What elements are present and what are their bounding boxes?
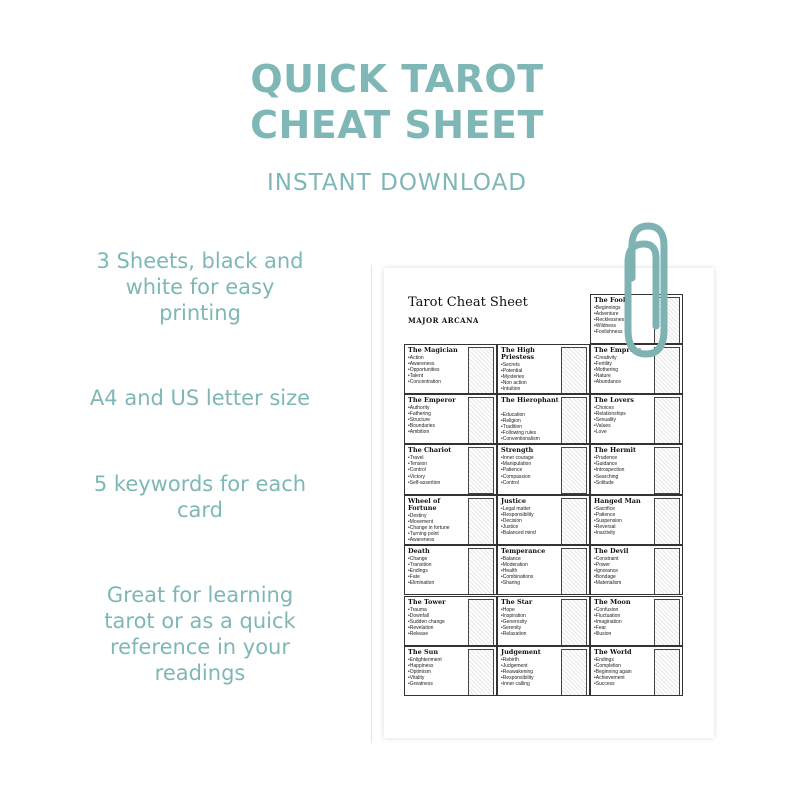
- card-name: The Hierophant: [501, 395, 559, 404]
- card-keyword: • Patience: [594, 512, 622, 518]
- card-keyword: • Release: [408, 631, 445, 637]
- card-name: Justice: [501, 496, 527, 505]
- card-keyword: • Control: [501, 480, 534, 486]
- card-keyword: • Moderation: [501, 562, 533, 568]
- card-keyword: • Searching: [594, 474, 624, 480]
- tarot-card-illustration: [468, 347, 494, 394]
- keyword-list: [501, 455, 534, 485]
- card-keyword: • Introspection: [594, 467, 624, 473]
- card-keyword: • Reawakening: [501, 669, 534, 675]
- tarot-card-illustration: [468, 649, 494, 696]
- card-keyword: • Religion: [501, 418, 540, 424]
- card-keyword: • Mysteries: [501, 374, 527, 380]
- tarot-card-illustration: [654, 498, 680, 545]
- card-keyword: • Generosity: [501, 619, 527, 625]
- tarot-card-entry: [404, 646, 497, 696]
- feature-line: tarot or as a quick: [104, 609, 296, 633]
- card-keyword: • Solitude: [594, 480, 624, 486]
- card-keyword: • Fluctuation: [594, 613, 622, 619]
- tarot-card-illustration: [561, 498, 587, 545]
- keyword-list: [501, 506, 536, 536]
- card-keyword: • Intuition: [501, 386, 527, 392]
- card-name: The High Priestess: [501, 345, 535, 361]
- card-keyword: • Endings: [594, 657, 632, 663]
- card-keyword: • Imagination: [594, 619, 622, 625]
- card-name: Death: [408, 547, 430, 556]
- keyword-list: [408, 405, 435, 435]
- card-keyword: • Conventionalism: [501, 436, 540, 442]
- tarot-card-entry: [497, 495, 590, 545]
- card-keyword: • Power: [594, 562, 621, 568]
- feature-line: readings: [154, 661, 246, 685]
- feature-line: Great for learning: [106, 583, 294, 607]
- keyword-list: [408, 657, 442, 687]
- card-keyword: • Decision: [501, 518, 536, 524]
- card-keyword: • Change in fortune: [408, 525, 450, 531]
- tarot-card-entry: [497, 444, 590, 494]
- feature-keywords: [62, 471, 338, 523]
- tarot-card-illustration: [561, 649, 587, 696]
- keyword-list: [594, 506, 622, 536]
- card-keyword: • Relationships: [594, 411, 626, 417]
- card-keyword: • Achievement: [594, 675, 632, 681]
- feature-line: printing: [159, 301, 241, 325]
- card-keyword: • Structure: [408, 417, 435, 423]
- divider: [371, 265, 372, 743]
- card-keyword: • Greatness: [408, 681, 442, 687]
- card-keyword: • Suspension: [594, 518, 622, 524]
- card-keyword: • Authority: [408, 405, 435, 411]
- card-keyword: • Sexuality: [594, 417, 626, 423]
- card-keyword: • Secrets: [501, 362, 527, 368]
- card-keyword: • Education: [501, 412, 540, 418]
- sheet-subtitle: MAJOR ARCANA: [408, 316, 479, 325]
- card-keyword: • Creativity: [594, 355, 621, 361]
- card-name: The Star: [501, 597, 533, 606]
- card-keyword: • Awareness: [408, 361, 441, 367]
- card-keyword: • Revelation: [408, 625, 445, 631]
- card-name: Strength: [501, 446, 534, 455]
- card-name: The Empress: [594, 345, 642, 354]
- sheet-title: Tarot Cheat Sheet: [408, 295, 528, 310]
- card-keyword: • Potential: [501, 368, 527, 374]
- card-keyword: • Opportunities: [408, 367, 441, 373]
- tarot-card-entry: [497, 646, 590, 696]
- feature-line: 5 keywords for each: [93, 472, 307, 496]
- card-keyword: • Success: [594, 681, 632, 687]
- tarot-card-illustration: [468, 599, 494, 646]
- page-title: [0, 56, 794, 148]
- card-keyword: • Rebirth: [501, 657, 534, 663]
- card-keyword: • Awareness: [408, 537, 450, 543]
- tarot-card-entry: [590, 394, 683, 444]
- card-keyword: • Inactivity: [594, 530, 622, 536]
- card-keyword: • Inner calling: [501, 681, 534, 687]
- card-name: The Moon: [594, 597, 631, 606]
- card-keyword: • Choices: [594, 405, 626, 411]
- card-keyword: • Responsibility: [501, 675, 534, 681]
- tarot-card-entry: [404, 394, 497, 444]
- tarot-card-illustration: [654, 447, 680, 494]
- keyword-list: [501, 362, 527, 392]
- card-keyword: • Self-assertion: [408, 480, 440, 486]
- card-keyword: • Inner courage: [501, 455, 534, 461]
- feature-line: 3 Sheets, black and: [96, 249, 304, 273]
- tarot-card-entry: [590, 646, 683, 696]
- card-keyword: • Constraint: [594, 556, 621, 562]
- keyword-list: [594, 556, 621, 586]
- card-keyword: • Illusion: [594, 631, 622, 637]
- card-keyword: • Enlightenment: [408, 657, 442, 663]
- tarot-card-entry: [497, 344, 590, 394]
- card-keyword: • Prudence: [594, 455, 624, 461]
- card-keyword: • Mothering: [594, 367, 621, 373]
- card-keyword: • Tension: [408, 461, 440, 467]
- keyword-list: [594, 657, 632, 687]
- card-keyword: • Elimination: [408, 580, 434, 586]
- keyword-list: [501, 556, 533, 586]
- card-keyword: • Inspiration: [501, 613, 527, 619]
- card-keyword: • Foolishness: [594, 329, 627, 335]
- card-keyword: • Downfall: [408, 613, 445, 619]
- tarot-card-illustration: [561, 599, 587, 646]
- card-keyword: • Justice: [501, 524, 536, 530]
- card-keyword: • Judgement: [501, 663, 534, 669]
- card-name: The Fool: [594, 295, 626, 304]
- card-keyword: • Fear: [594, 625, 622, 631]
- keyword-list: [501, 657, 534, 687]
- tarot-card-illustration: [654, 649, 680, 696]
- tarot-card-illustration: [654, 548, 680, 595]
- tarot-card-entry: [590, 444, 683, 494]
- card-name: The Tower: [408, 597, 446, 606]
- tarot-card-entry: [590, 596, 683, 646]
- tarot-card-entry: [497, 596, 590, 646]
- card-keyword: • Non action: [501, 380, 527, 386]
- card-keyword: • Fate: [408, 574, 434, 580]
- card-keyword: • Optimism: [408, 669, 442, 675]
- keyword-list: [408, 455, 440, 485]
- tarot-card-illustration: [561, 347, 587, 394]
- card-keyword: • Abundance: [594, 379, 621, 385]
- card-name: Judgement: [501, 647, 541, 656]
- card-keyword: • Sudden change: [408, 619, 445, 625]
- keyword-list: [408, 355, 441, 385]
- tarot-card-entry: [404, 495, 497, 545]
- tarot-card-entry: [404, 344, 497, 394]
- card-keyword: • Ambition: [408, 429, 435, 435]
- tarot-card-entry: [497, 545, 590, 595]
- keyword-list: [594, 405, 626, 435]
- keyword-list: [501, 607, 527, 637]
- tarot-card-illustration: [561, 548, 587, 595]
- card-keyword: • Beginning again: [594, 669, 632, 675]
- card-keyword: • Tradition: [501, 424, 540, 430]
- card-keyword: • Transition: [408, 562, 434, 568]
- feature-line: A4 and US letter size: [89, 386, 311, 410]
- card-keyword: • Movement: [408, 519, 450, 525]
- card-name: Hanged Man: [594, 496, 641, 505]
- tarot-card-illustration: [654, 599, 680, 646]
- card-name: Temperance: [501, 547, 546, 556]
- card-keyword: • Materialism: [594, 580, 621, 586]
- card-name: The Hermit: [594, 446, 637, 455]
- card-keyword: • Control: [408, 467, 440, 473]
- card-keyword: • Reversal: [594, 524, 622, 530]
- tarot-card-entry: [404, 596, 497, 646]
- keyword-list: [594, 607, 622, 637]
- card-keyword: • Trauma: [408, 607, 445, 613]
- card-keyword: • Compassion: [501, 474, 534, 480]
- tarot-card-entry: [497, 394, 590, 444]
- subtitle: INSTANT DOWNLOAD: [266, 170, 528, 196]
- tarot-card-illustration: [468, 498, 494, 545]
- card-keyword: • Manipulation: [501, 461, 534, 467]
- tarot-card-entry: [404, 545, 497, 595]
- keyword-list: [594, 455, 624, 485]
- card-name: The Emperor: [408, 395, 456, 404]
- tarot-card-illustration: [561, 447, 587, 494]
- card-keyword: • Relaxation: [501, 631, 527, 637]
- card-keyword: • Endings: [408, 568, 434, 574]
- tarot-card-illustration: [468, 548, 494, 595]
- feature-line: card: [176, 498, 223, 522]
- card-keyword: • Turning point: [408, 531, 450, 537]
- tarot-card-entry: [590, 545, 683, 595]
- card-keyword: • Travel: [408, 455, 440, 461]
- card-keyword: • Completion: [594, 663, 632, 669]
- title-line-1: QUICK TAROT: [250, 57, 544, 101]
- keyword-list: [408, 556, 434, 586]
- tarot-card-entry: [404, 444, 497, 494]
- card-keyword: • Responsibility: [501, 512, 536, 518]
- card-keyword: • Fathering: [408, 411, 435, 417]
- card-keyword: • Victory: [408, 474, 440, 480]
- card-keyword: • Boundaries: [408, 423, 435, 429]
- card-keyword: • Beginnings: [594, 305, 627, 311]
- tarot-card-entry: [590, 495, 683, 545]
- keyword-list: [408, 513, 450, 543]
- feature-learning: [62, 582, 338, 686]
- card-name: The Magician: [408, 345, 458, 354]
- tarot-card-illustration: [468, 397, 494, 444]
- tarot-card-illustration: [468, 447, 494, 494]
- card-keyword: • Fertility: [594, 361, 621, 367]
- card-keyword: • Adventure: [594, 311, 627, 317]
- feature-line: reference in your: [110, 635, 290, 659]
- card-keyword: • Ignorance: [594, 568, 621, 574]
- feature-line: white for easy: [125, 275, 275, 299]
- card-keyword: • Following rules: [501, 430, 540, 436]
- card-keyword: • Hope: [501, 607, 527, 613]
- paperclip-icon: [612, 218, 674, 368]
- card-name: The Devil: [594, 547, 629, 556]
- card-keyword: • Action: [408, 355, 441, 361]
- card-keyword: • Combinations: [501, 574, 533, 580]
- feature-sheets: [62, 248, 338, 326]
- card-keyword: • Concentration: [408, 379, 441, 385]
- keyword-list: [408, 607, 445, 637]
- card-keyword: • Destiny: [408, 513, 450, 519]
- card-keyword: • Sharing: [501, 580, 533, 586]
- card-keyword: • Vitality: [408, 675, 442, 681]
- card-keyword: • Sacrifice: [594, 506, 622, 512]
- card-keyword: • Nature: [594, 373, 621, 379]
- keyword-list: [501, 412, 540, 442]
- card-name: The Lovers: [594, 395, 634, 404]
- card-keyword: • Serenity: [501, 625, 527, 631]
- card-name: Wheel of Fortune: [408, 496, 441, 513]
- card-keyword: • Legal matter: [501, 506, 536, 512]
- card-name: The Sun: [408, 647, 439, 656]
- card-name: The Chariot: [408, 446, 452, 455]
- card-keyword: • Change: [408, 556, 434, 562]
- card-keyword: • Bondage: [594, 574, 621, 580]
- card-keyword: • Patience: [501, 467, 534, 473]
- tarot-card-illustration: [561, 397, 587, 444]
- card-keyword: • Talent: [408, 373, 441, 379]
- tarot-card-illustration: [654, 397, 680, 444]
- title-line-2: CHEAT SHEET: [250, 103, 544, 147]
- feature-size: [62, 385, 338, 411]
- card-keyword: • Health: [501, 568, 533, 574]
- card-name: The World: [594, 647, 632, 656]
- card-keyword: • Happiness: [408, 663, 442, 669]
- card-keyword: • Values: [594, 423, 626, 429]
- card-keyword: • Recklessness: [594, 317, 627, 323]
- card-keyword: • Balance: [501, 556, 533, 562]
- card-keyword: • Wildness: [594, 323, 627, 329]
- card-keyword: • Love: [594, 429, 626, 435]
- card-keyword: • Balanced mind: [501, 530, 536, 536]
- card-keyword: • Guidance: [594, 461, 624, 467]
- card-keyword: • Confusion: [594, 607, 622, 613]
